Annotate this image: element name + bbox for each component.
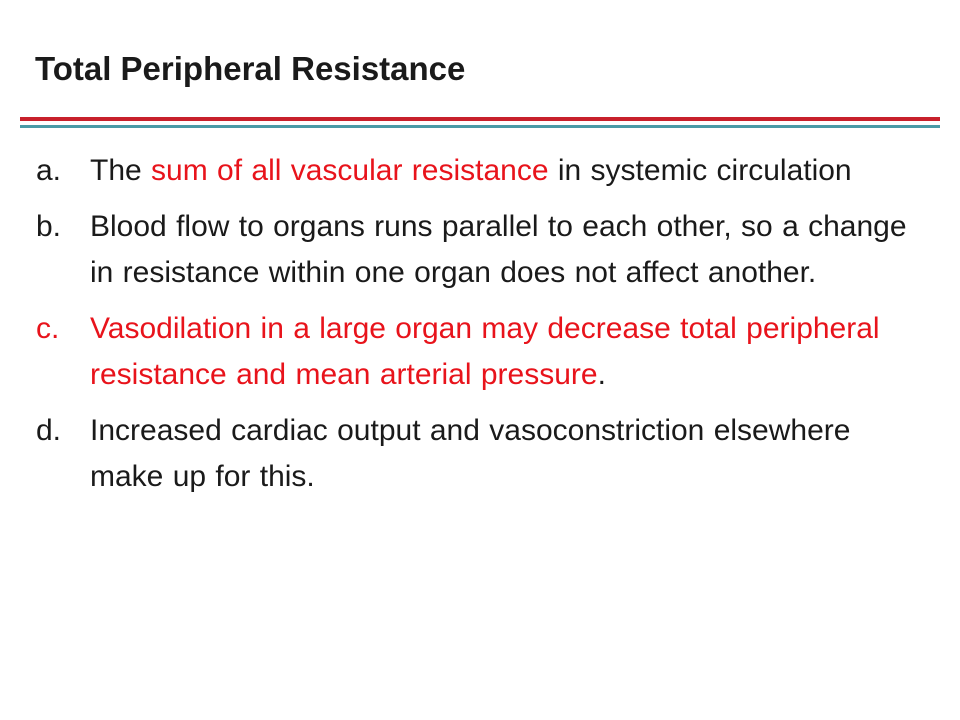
- bullet-item: [36, 204, 916, 296]
- bullet-marker: b.: [36, 210, 62, 243]
- bullet-text-segment: Increased cardiac output and vasoconstriction elsewhere make up for this.: [90, 414, 851, 493]
- bullet-marker: c.: [36, 312, 60, 345]
- title-divider-teal: [20, 125, 940, 128]
- bullet-text: [90, 204, 916, 296]
- bullet-text-segment: in systemic circulation: [548, 154, 852, 187]
- bullet-text: [90, 148, 916, 194]
- bullet-text-segment: The: [90, 154, 152, 187]
- bullet-text-highlight: sum of all vascular resistance: [151, 154, 549, 187]
- bullet-marker: d.: [36, 414, 62, 447]
- bullet-item: [36, 148, 916, 194]
- bullet-item: [36, 306, 916, 398]
- title-divider-red: [20, 117, 940, 121]
- bullet-text-highlight: Vasodilation in a large organ may decrease total peripheral resistance and mean arterial pressure: [90, 312, 880, 391]
- bullet-marker: a.: [36, 154, 62, 187]
- bullet-list: [36, 148, 916, 510]
- bullet-text: [90, 306, 916, 398]
- bullet-text-segment: Blood flow to organs runs parallel to each other, so a change in resistance within one organ does not affect another.: [90, 210, 907, 289]
- bullet-text-segment: .: [597, 358, 606, 391]
- bullet-text: [90, 408, 916, 500]
- bullet-item: [36, 408, 916, 500]
- slide-title: Total Peripheral Resistance: [35, 50, 466, 87]
